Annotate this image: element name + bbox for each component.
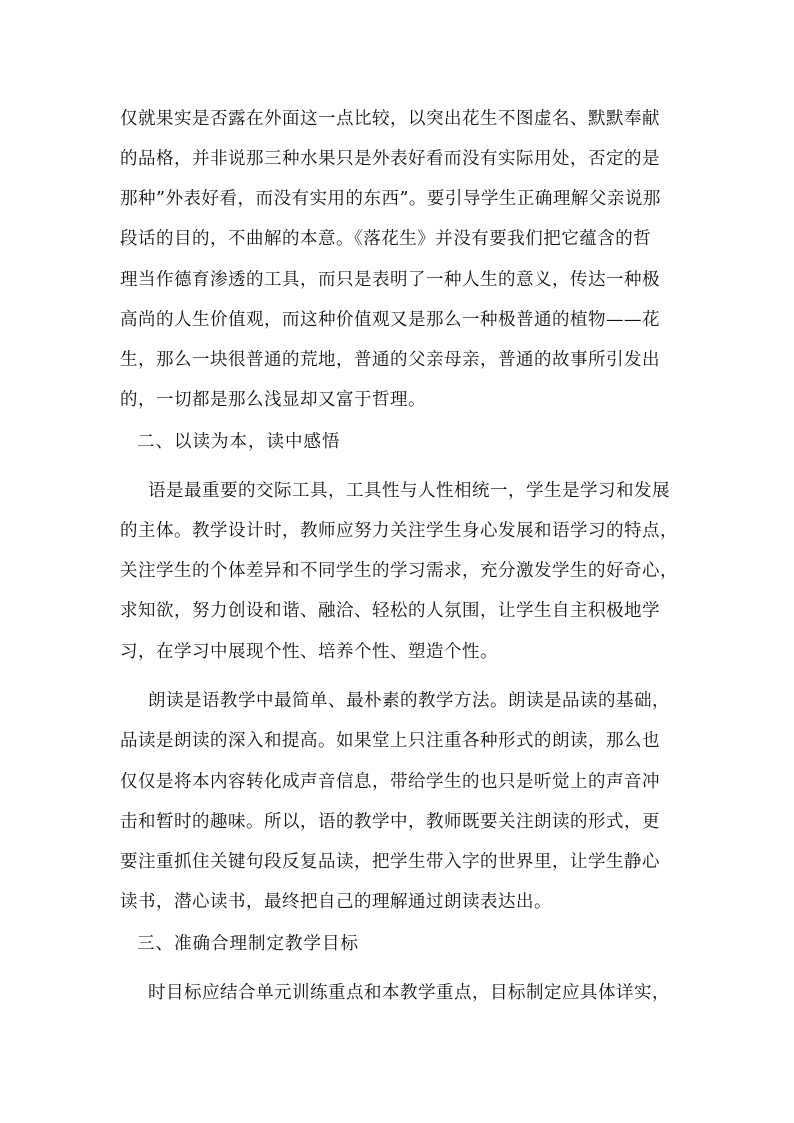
body-text-line: 朗读是语教学中最简单、最朴素的教学方法。朗读是品读的基础，	[148, 691, 670, 711]
body-text-line: 高尚的人生价值观，而这种价值观又是那么一种极普通的植物——花	[120, 310, 660, 330]
body-text-line: 的品格，并非说那三种水果只是外表好看而没有实际用处，否定的是	[120, 149, 660, 169]
section-heading-2: 二、以读为本，读中感悟	[137, 432, 341, 452]
body-text-line: 品读是朗读的深入和提高。如果堂上只注重各种形式的朗读，那么也	[120, 731, 660, 751]
body-text-line: 的，一切都是那么浅显却又富于哲理。	[120, 390, 426, 410]
body-text-line: 生，那么一块很普通的荒地，普通的父亲母亲，普通的故事所引发出	[120, 350, 660, 370]
body-text-line: 段话的目的，不曲解的本意。《落花生》并没有要我们把它蕴含的哲	[120, 229, 652, 249]
body-text-line: 要注重抓住关键句段反复品读，把学生带入字的世界里，让学生静心	[120, 852, 660, 872]
body-text-line: 仅就果实是否露在外面这一点比较，以突出花生不图虚名、默默奉献	[120, 109, 660, 129]
body-text-line: 的主体。教学设计时，教师应努力关注学生身心发展和语学习的特点，	[120, 521, 678, 541]
body-text-line: 语是最重要的交际工具，工具性与人性相统一，学生是学习和发展	[148, 481, 670, 501]
section-heading-3: 三、准确合理制定教学目标	[137, 934, 359, 954]
body-text-line: 习，在学习中展现个性、培养个性、塑造个性。	[120, 642, 498, 662]
body-text-line: 仅仅是将本内容转化成声音信息，带给学生的也只是听觉上的声音冲	[120, 772, 660, 792]
body-text-line: 关注学生的个体差异和不同学生的学习需求，充分激发学生的好奇心，	[120, 561, 678, 581]
body-text-line: 求知欲，努力创设和谐、融洽、轻松的人氛围，让学生自主积极地学	[120, 601, 660, 621]
body-text-line: 读书，潜心读书，最终把自己的理解通过朗读表达出。	[120, 892, 552, 912]
body-text-line: 理当作德育渗透的工具，而只是表明了一种人生的意义，传达一种极	[120, 270, 660, 290]
body-text-line: 那种”外表好看，而没有实用的东西”。要引导学生正确理解父亲说那	[120, 189, 661, 209]
body-text-line: 时目标应结合单元训练重点和本教学重点，目标制定应具体详实，	[148, 983, 670, 1003]
body-text-line: 击和暂时的趣味。所以，语的教学中，教师既要关注朗读的形式，更	[120, 812, 660, 832]
